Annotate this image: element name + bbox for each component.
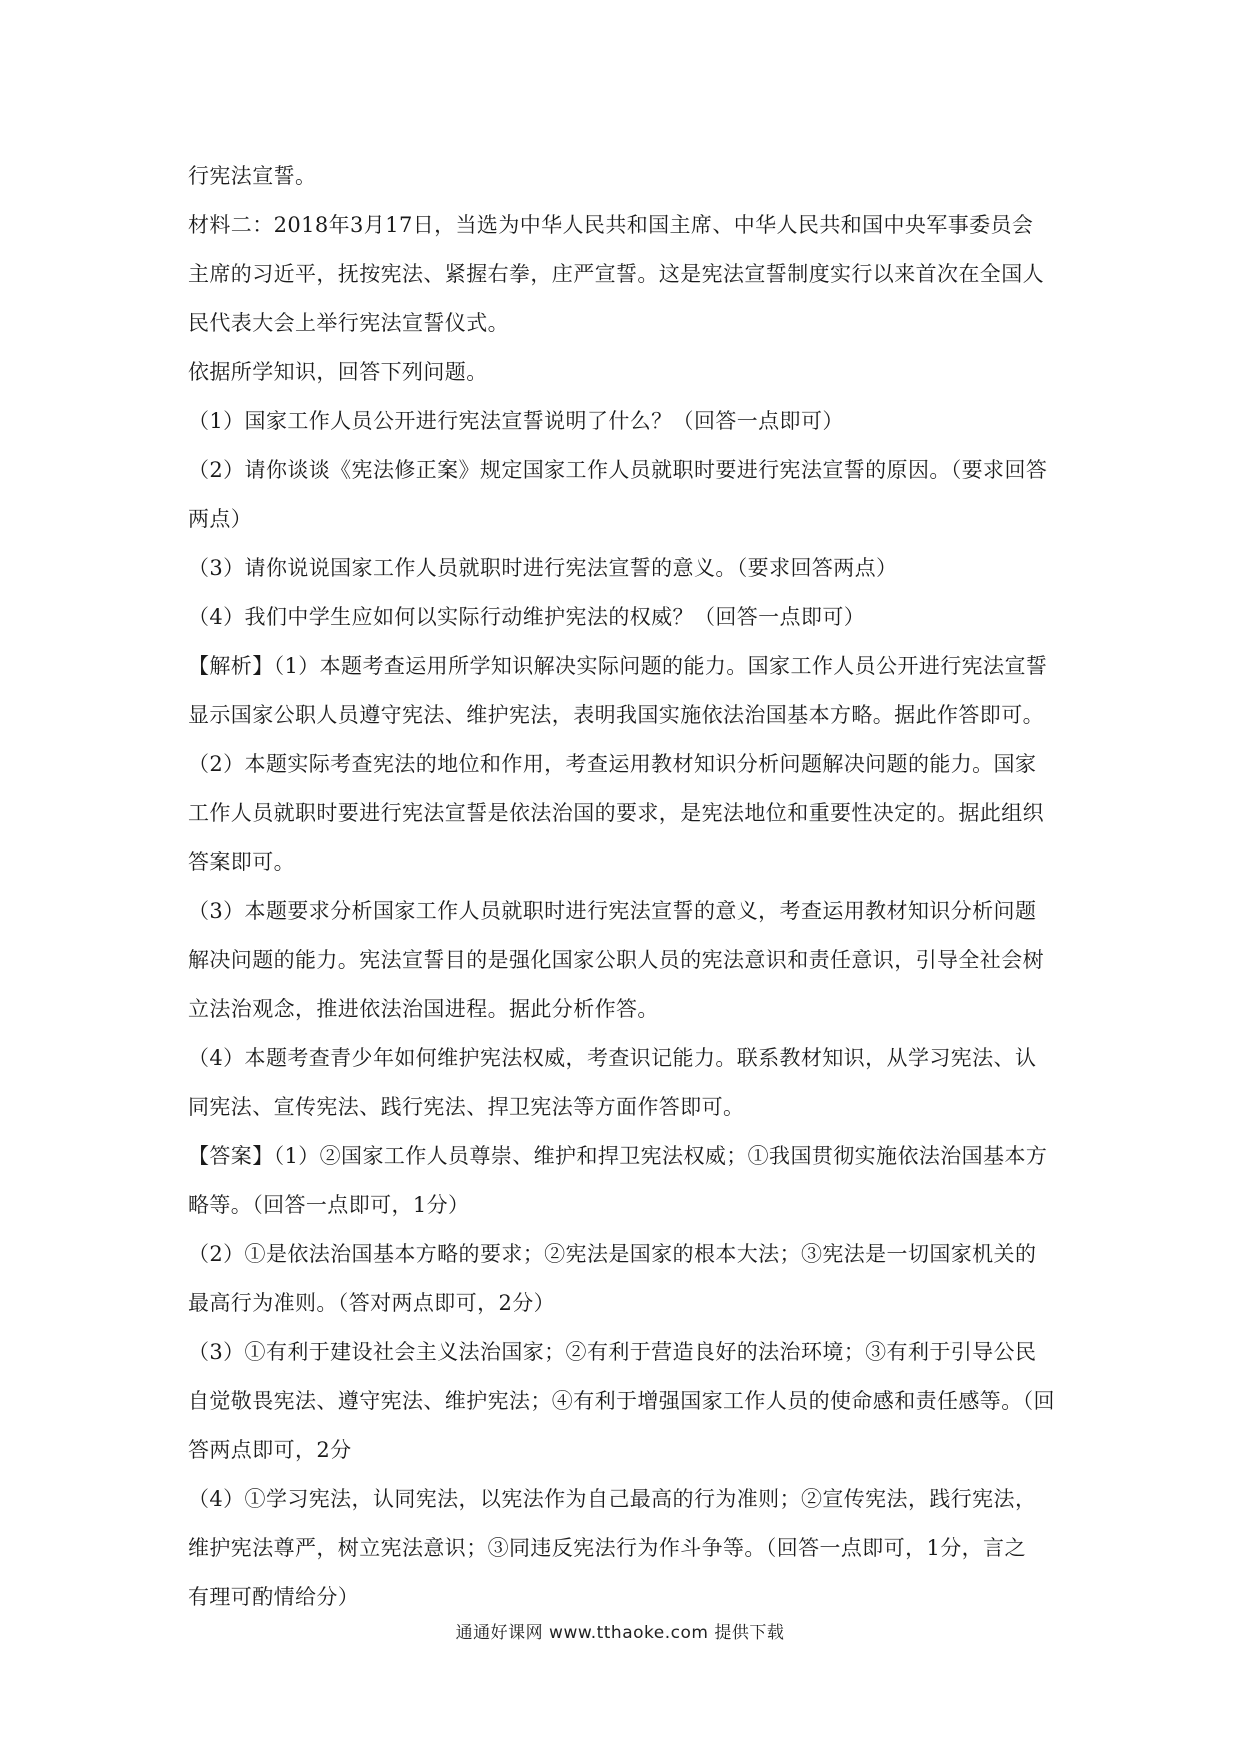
text-line: 同宪法、宣传宪法、践行宪法、捍卫宪法等方面作答即可。 xyxy=(188,1095,745,1119)
text-line: （2）请你谈谈《宪法修正案》规定国家工作人员就职时要进行宪法宣誓的原因。（要求回答 xyxy=(188,458,1048,482)
text-line: （4）我们中学生应如何以实际行动维护宪法的权威？（回答一点即可） xyxy=(188,605,866,629)
text-line: （2）本题实际考查宪法的地位和作用，考查运用教材知识分析问题解决问题的能力。国家 xyxy=(188,752,1037,776)
text-line: 自觉敬畏宪法、遵守宪法、维护宪法；④有利于增强国家工作人员的使命感和责任感等。（回 xyxy=(188,1389,1055,1413)
text-line: 最高行为准则。（答对两点即可，2分） xyxy=(188,1291,556,1315)
text-line: （3）请你说说国家工作人员就职时进行宪法宣誓的意义。（要求回答两点） xyxy=(188,556,898,580)
text-line: 工作人员就职时要进行宪法宣誓是依法治国的要求，是宪法地位和重要性决定的。据此组织 xyxy=(188,801,1044,825)
text-line: 主席的习近平，抚按宪法、紧握右拳，庄严宣誓。这是宪法宣誓制度实行以来首次在全国人 xyxy=(188,262,1044,286)
text-line: 维护宪法尊严，树立宪法意识；③同违反宪法行为作斗争等。（回答一点即可，1分，言之 xyxy=(188,1536,1026,1560)
text-line: 依据所学知识，回答下列问题。 xyxy=(188,360,488,384)
text-line: 行宪法宣誓。 xyxy=(188,164,317,188)
text-line: 略等。（回答一点即可，1分） xyxy=(188,1193,470,1217)
text-line: 两点） xyxy=(188,507,253,531)
text-line: （4）①学习宪法，认同宪法，以宪法作为自己最高的行为准则；②宣传宪法，践行宪法， xyxy=(188,1487,1037,1511)
text-line: 答案即可。 xyxy=(188,850,295,874)
text-line: 答两点即可，2分 xyxy=(188,1438,352,1462)
text-line: 有理可酌情给分） xyxy=(188,1585,360,1609)
text-line: （1）国家工作人员公开进行宪法宣誓说明了什么？（回答一点即可） xyxy=(188,409,844,433)
text-line: （4）本题考查青少年如何维护宪法权威，考查识记能力。联系教材知识，从学习宪法、认 xyxy=(188,1046,1037,1070)
text-line: 【答案】（1）②国家工作人员尊崇、维护和捍卫宪法权威；①我国贯彻实施依法治国基本方 xyxy=(188,1144,1048,1168)
text-line: 材料二：2018年3月17日，当选为中华人民共和国主席、中华人民共和国中央军事委员会 xyxy=(188,213,1034,237)
text-line: 显示国家公职人员遵守宪法、维护宪法，表明我国实施依法治国基本方略。据此作答即可。 xyxy=(188,703,1044,727)
text-line: （2）①是依法治国基本方略的要求；②宪法是国家的根本大法；③宪法是一切国家机关的 xyxy=(188,1242,1037,1266)
text-line: 立法治观念，推进依法治国进程。据此分析作答。 xyxy=(188,997,659,1021)
text-line: 民代表大会上举行宪法宣誓仪式。 xyxy=(188,311,509,335)
text-line: （3）本题要求分析国家工作人员就职时进行宪法宣誓的意义，考查运用教材知识分析问题 xyxy=(188,899,1037,923)
document-body xyxy=(188,152,1058,1622)
text-line: 解决问题的能力。宪法宣誓目的是强化国家公职人员的宪法意识和责任意识，引导全社会树 xyxy=(188,948,1044,972)
text-line: （3）①有利于建设社会主义法治国家；②有利于营造良好的法治环境；③有利于引导公民 xyxy=(188,1340,1037,1364)
text-line: 【解析】（1）本题考查运用所学知识解决实际问题的能力。国家工作人员公开进行宪法宣誓 xyxy=(188,654,1048,678)
page-footer: 通通好课网 www.tthaoke.com 提供下载 xyxy=(455,1623,785,1643)
